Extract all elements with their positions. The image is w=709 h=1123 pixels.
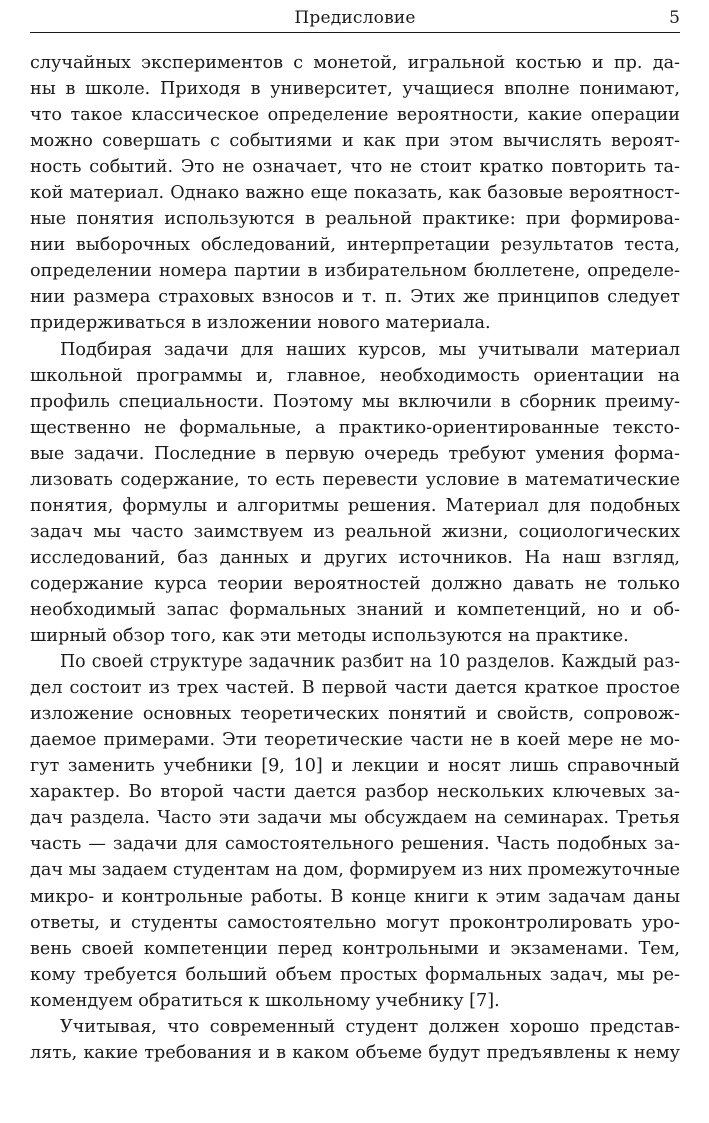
text-line: характер. Во второй части дается разбор нескольких ключевых за- (30, 782, 680, 803)
text-line: что такое классическое определение вероятности, какие операции (30, 105, 680, 126)
text-line: дач раздела. Часто эти задачи мы обсуждаем на семинарах. Третья (30, 808, 680, 829)
paragraph-3 (30, 649, 680, 1014)
text-line: изложение основных теоретических понятий и свойств, сопровож- (30, 704, 680, 725)
text-line: дел состоит из трех частей. В первой части дается краткое простое (30, 678, 680, 699)
text-line: понятия, формулы и алгоритмы решения. Материал для подобных (30, 495, 680, 516)
chapter-title: Предисловие (294, 8, 416, 28)
text-line: задач мы часто заимствуем из реальной жизни, социологических (30, 521, 680, 542)
text-line: ширный обзор того, как эти методы используются на практике. (30, 626, 629, 647)
book-page (30, 0, 680, 1123)
text-line: школьной программы и, главное, необходимость ориентации на (30, 365, 680, 386)
text-line: лизовать содержание, то есть перевести условие в математические (30, 469, 680, 490)
text-line: По своей структуре задачник разбит на 10 разделов. Каждый раз- (60, 652, 680, 673)
text-line: необходимый запас формальных знаний и компетенций, но и об- (30, 599, 680, 620)
page-number: 5 (669, 8, 680, 28)
text-line: вые задачи. Последние в первую очередь требуют умения форма- (30, 443, 680, 464)
text-line: профиль специальности. Поэтому мы включили в сборник преиму- (30, 391, 680, 412)
text-line: вень своей компетенции перед контрольными и экзаменами. Тем, (30, 938, 680, 959)
text-line: определении номера партии в избирательном бюллетене, определе- (30, 261, 680, 282)
text-line: случайных экспериментов с монетой, игральной костью и пр. да- (30, 53, 680, 73)
text-line: ность событий. Это не означает, что не стоит кратко повторить та- (30, 157, 680, 178)
paragraph-4 (30, 1014, 680, 1066)
text-line: ответы, и студенты самостоятельно могут проконтролировать уро- (30, 912, 680, 933)
paragraph-2 (30, 337, 680, 650)
text-line: придерживаться в изложении нового материала. (30, 313, 491, 334)
text-line: часть — задачи для самостоятельного решения. Часть подобных за- (30, 834, 680, 855)
running-header (30, 6, 680, 30)
text-line: исследований, баз данных и других источников. На наш взгляд, (30, 547, 680, 568)
text-line: нии размера страховых взносов и т. п. Этих же принципов следует (30, 287, 680, 308)
text-line: можно совершать с событиями и как при этом вычислять вероят- (30, 131, 680, 152)
text-line: щественно не формальные, а практико-ориентированные тексто- (30, 417, 680, 438)
paragraph-1 (30, 50, 680, 337)
text-line: кой материал. Однако важно еще показать, как базовые вероятност- (30, 183, 680, 204)
text-line: микро- и контрольные работы. В конце книги к этим задачам даны (30, 886, 680, 907)
text-line: содержание курса теории вероятностей должно давать не только (30, 573, 680, 594)
text-line: Учитывая, что современный студент должен хорошо представ- (60, 1016, 680, 1037)
text-line: Подбирая задачи для наших курсов, мы учитывали материал (60, 339, 680, 360)
text-line: комендуем обратиться к школьному учебнику [7]. (30, 990, 500, 1011)
text-line: нии выборочных обследований, интерпретации результатов теста, (30, 235, 680, 256)
text-line: ные понятия используются в реальной практике: при формирова- (30, 209, 680, 230)
text-line: даемое примерами. Эти теоретические части не в коей мере не мо- (30, 730, 680, 751)
text-line: гут заменить учебники [9, 10] и лекции и носят лишь справочный (30, 756, 680, 777)
body-text (30, 50, 680, 1066)
header-rule (30, 32, 680, 33)
text-line: ны в школе. Приходя в университет, учащиеся вполне понимают, (30, 79, 680, 100)
text-line: дач мы задаем студентам на дом, формируем из них промежуточные (30, 860, 680, 881)
text-line: кому требуется больший объем простых формальных задач, мы ре- (30, 964, 680, 985)
text-line: лять, какие требования и в каком объеме будут предъявлены к нему (30, 1042, 680, 1063)
